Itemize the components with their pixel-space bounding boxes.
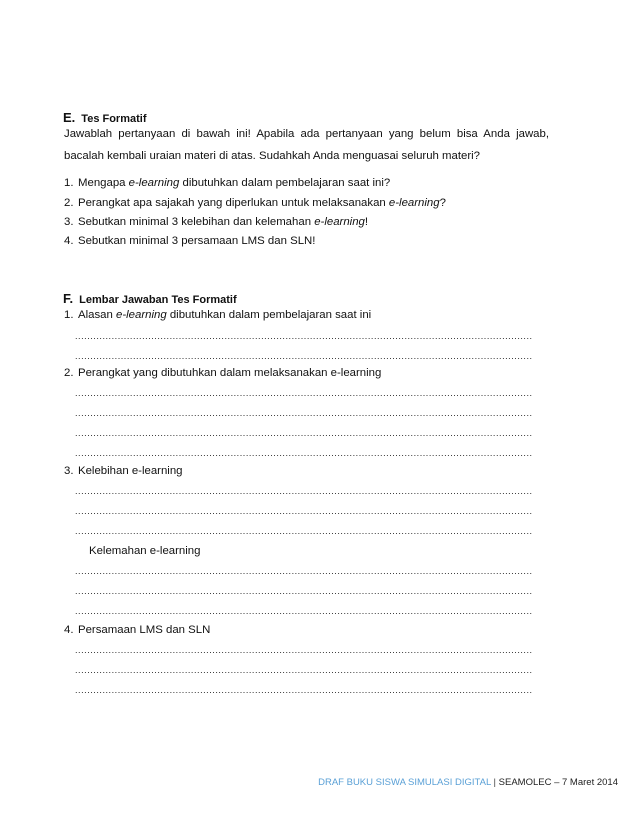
answer-line: ...................................................................................................................................................... [75,408,533,418]
answer-line: ...................................................................................................................................................... [75,486,533,496]
answer-number: 1. [64,309,74,321]
section-e-heading [63,109,147,127]
answer-line: ...................................................................................................................................................... [75,566,533,576]
answer-line: ...................................................................................................................................................... [75,586,533,596]
answer-emphasis: e-learning [116,309,167,321]
answer-text: Persamaan LMS dan SLN [78,624,211,636]
section-e-letter: E. [63,110,76,125]
footer-publisher-date: SEAMOLEC – 7 Maret 2014 [498,777,618,788]
section-e-title: Tes Formatif [81,113,147,125]
answer-text: Kelebihan e-learning [78,465,183,477]
answer-line: ...................................................................................................................................................... [75,448,533,458]
answer-number: 3. [64,465,74,477]
question-number: 2. [64,197,74,209]
answer-prompt-3b: Kelemahan e-learning [89,545,201,557]
section-e-intro-line1: Jawablah pertanyaan di bawah ini! Apabila ada pertanyaan yang belum bisa Anda jawab, [64,128,549,140]
question-item [64,216,368,228]
answer-prompt-2 [64,367,381,379]
question-number: 3. [64,216,74,228]
question-item [64,235,315,247]
question-number: 1. [64,177,74,189]
question-text: Sebutkan minimal 3 persamaan LMS dan SLN! [78,235,316,247]
answer-prompt-1 [64,309,371,321]
answer-text-end: dibutuhkan dalam pembelajaran saat ini [166,309,372,321]
answer-number: 2. [64,367,74,379]
answer-text: Alasan [78,309,116,321]
section-f-title: Lembar Jawaban Tes Formatif [79,294,237,306]
answer-prompt-4 [64,624,210,636]
answer-line: ...................................................................................................................................................... [75,645,533,655]
section-f-heading [63,290,237,308]
answer-line: ...................................................................................................................................................... [75,428,533,438]
footer-separator: | [493,777,497,788]
answer-text: Perangkat yang dibutuhkan dalam melaksanakan e-learning [78,367,382,379]
answer-line: ...................................................................................................................................................... [75,506,533,516]
question-text-end: ! [364,216,369,228]
section-f-letter: F. [63,291,74,306]
answer-line: ...................................................................................................................................................... [75,388,533,398]
question-text: Sebutkan minimal 3 kelebihan dan kelemahan [78,216,315,228]
question-text-end: ? [439,197,446,209]
answer-line: ...................................................................................................................................................... [75,351,533,361]
question-emphasis: e-learning [314,216,365,228]
answer-line: ...................................................................................................................................................... [75,606,533,616]
question-emphasis: e-learning [388,197,440,209]
section-e-intro-line2: bacalah kembali uraian materi di atas. Sudahkah Anda menguasai seluruh materi? [64,150,481,162]
answer-line: ...................................................................................................................................................... [75,665,533,675]
question-number: 4. [64,235,74,247]
answer-line: ...................................................................................................................................................... [75,685,533,695]
question-emphasis: e-learning [128,177,180,189]
answer-line: ...................................................................................................................................................... [75,331,533,341]
page-footer [318,777,618,788]
answer-prompt-3 [64,465,183,477]
answer-line: ...................................................................................................................................................... [75,526,533,536]
question-text: Perangkat apa sajakah yang diperlukan untuk melaksanakan [78,197,389,209]
question-text: Mengapa [78,177,129,189]
question-item [64,197,446,209]
question-text-end: dibutuhkan dalam pembelajaran saat ini? [179,177,391,189]
footer-book-title: DRAF BUKU SISWA SIMULASI DIGITAL [318,777,491,788]
question-item [64,177,390,189]
answer-number: 4. [64,624,74,636]
